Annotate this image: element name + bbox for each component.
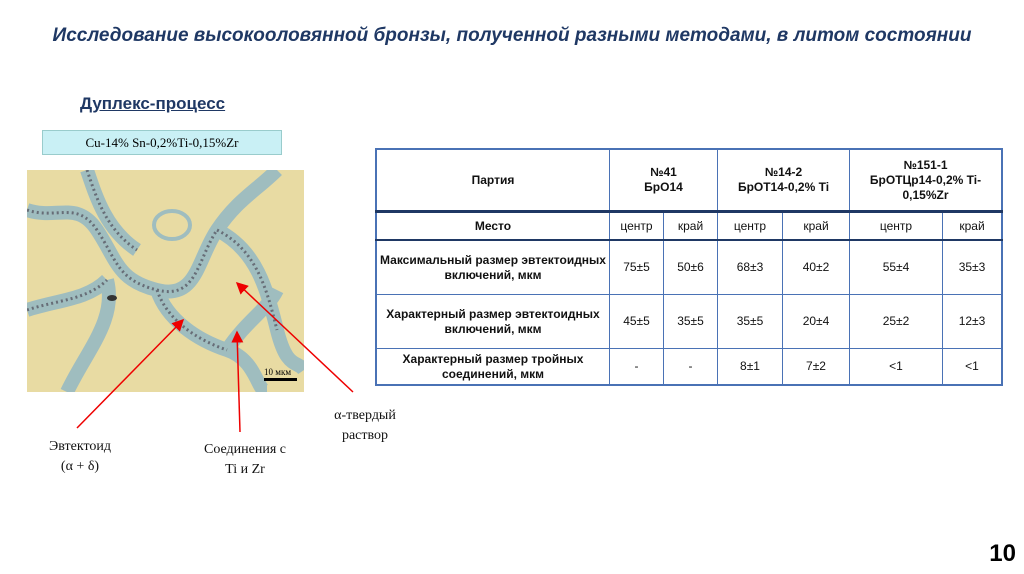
value-cell: <1 xyxy=(850,349,943,386)
place-cell: край xyxy=(664,212,718,241)
label-solid-solution xyxy=(315,406,415,446)
value-cell: 8±1 xyxy=(718,349,783,386)
value-cell: 55±4 xyxy=(850,240,943,295)
value-cell: 35±3 xyxy=(943,240,1003,295)
row-label: Максимальный размер эвтектоидных включений, мкм xyxy=(376,240,610,295)
value-cell: - xyxy=(664,349,718,386)
label-compounds-line1: Соединения с xyxy=(204,442,286,457)
label-eutectoid xyxy=(25,437,135,477)
place-cell: край xyxy=(943,212,1003,241)
value-cell: 35±5 xyxy=(718,295,783,349)
label-solid-line2: раствор xyxy=(341,428,389,443)
row-label: Характерный размер тройных соединений, мкм xyxy=(376,349,610,386)
group-alloy: БрО14 xyxy=(644,180,683,194)
value-cell: 7±2 xyxy=(783,349,850,386)
group-number: №151-1 xyxy=(903,157,948,172)
table-header-row xyxy=(376,149,1002,212)
group-alloy: БрОТЦр14-0,2% Ti-0,15%Zr xyxy=(869,172,982,202)
value-cell: 20±4 xyxy=(783,295,850,349)
value-cell: 40±2 xyxy=(783,240,850,295)
place-cell: край xyxy=(783,212,850,241)
place-cell: центр xyxy=(610,212,664,241)
value-cell: - xyxy=(610,349,664,386)
page-number: 10 xyxy=(989,540,1016,567)
value-cell: 68±3 xyxy=(718,240,783,295)
results-table xyxy=(375,148,1003,386)
place-label: Место xyxy=(376,212,610,241)
row-label: Характерный размер эвтектоидных включений, мкм xyxy=(376,295,610,349)
label-solid-line1: α-твердый xyxy=(334,408,396,423)
alloy-composition-box: Cu-14% Sn-0,2%Ti-0,15%Zr xyxy=(42,130,282,155)
group-alloy: БрОТ14-0,2% Ti xyxy=(737,180,830,194)
header-group-14-2 xyxy=(718,149,850,212)
table-row xyxy=(376,240,1002,295)
label-eutectoid-line1: Эвтектоид xyxy=(48,439,111,454)
label-compounds-line2: Ti и Zr xyxy=(225,462,265,477)
header-group-41 xyxy=(610,149,718,212)
value-cell: 50±6 xyxy=(664,240,718,295)
value-cell: 45±5 xyxy=(610,295,664,349)
label-compounds xyxy=(180,440,310,480)
label-eutectoid-line2: (α + δ) xyxy=(60,459,100,474)
value-cell: <1 xyxy=(943,349,1003,386)
table-row xyxy=(376,295,1002,349)
value-cell: 25±2 xyxy=(850,295,943,349)
section-subtitle: Дуплекс-процесс xyxy=(80,94,226,113)
group-number: №14-2 xyxy=(764,165,803,179)
table-row xyxy=(376,349,1002,386)
header-group-151-1 xyxy=(850,149,1003,212)
header-party: Партия xyxy=(376,149,610,212)
group-number: №41 xyxy=(650,165,677,179)
place-cell: центр xyxy=(850,212,943,241)
value-cell: 35±5 xyxy=(664,295,718,349)
value-cell: 12±3 xyxy=(943,295,1003,349)
slide-title: Исследование высокооловянной бронзы, полученной разными методами, в литом состоянии xyxy=(52,25,972,46)
scale-label: 10 мкм xyxy=(264,367,292,377)
value-cell: 75±5 xyxy=(610,240,664,295)
place-cell: центр xyxy=(718,212,783,241)
table-place-row xyxy=(376,212,1002,241)
